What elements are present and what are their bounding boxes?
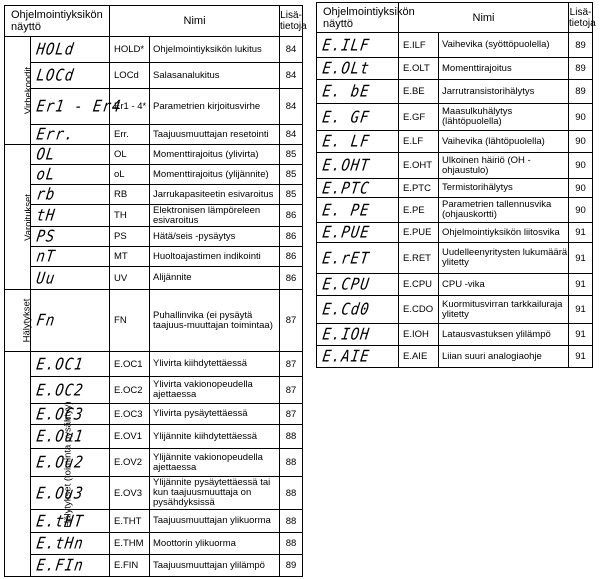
- table-row: [5, 165, 303, 185]
- display-code: E. LF: [315, 129, 401, 154]
- table-row: [5, 185, 303, 205]
- error-code: E.OC1: [110, 352, 150, 377]
- table-row: [5, 449, 303, 477]
- table-row: [317, 198, 593, 223]
- error-code: E.CPU: [399, 274, 439, 296]
- error-code: E.OC2: [110, 377, 150, 404]
- error-code: MT: [110, 247, 150, 267]
- error-code: HOLD*: [110, 37, 150, 63]
- page-ref: 88: [280, 425, 303, 449]
- display-code: nT: [29, 245, 111, 268]
- page-ref: 90: [569, 179, 593, 198]
- table-row: [317, 131, 593, 153]
- display-code: E.ILF: [314, 31, 400, 60]
- page-ref: 91: [569, 296, 593, 324]
- page-ref: 87: [280, 352, 303, 377]
- display-code: E.rET: [314, 240, 401, 276]
- table-row: [317, 324, 593, 346]
- page-ref: 91: [569, 223, 593, 243]
- error-code: E.THM: [110, 533, 150, 555]
- error-code: oL: [110, 165, 150, 185]
- error-name: CPU -vika: [439, 274, 569, 296]
- table-row: [317, 296, 593, 324]
- error-code: E.PTC: [399, 179, 439, 198]
- table-row: [317, 223, 593, 243]
- error-name: Hätä/seis -pysäytys: [150, 227, 280, 247]
- page-ref: 85: [280, 185, 303, 205]
- display-code: E.Cd0: [314, 293, 401, 325]
- display-code: Fn: [25, 285, 114, 356]
- display-code: E.OLt: [315, 56, 401, 81]
- right-error-table: [316, 2, 596, 368]
- error-code: Er1 - 4*: [110, 89, 150, 125]
- table-row: [317, 346, 593, 368]
- error-code: FN: [110, 290, 150, 352]
- error-name: Ylivirta vakionopeudella ajettaessa: [150, 377, 280, 404]
- error-code: E.ILF: [399, 33, 439, 58]
- page-ref: 91: [569, 243, 593, 274]
- error-code: E.OLT: [399, 58, 439, 80]
- page-ref: 84: [280, 89, 303, 125]
- table-row: [317, 153, 593, 179]
- display-code: E.FIn: [29, 553, 112, 578]
- group-label-text: Hälytykset: [21, 298, 33, 343]
- error-name: Vaihevika (lähtöpuolella): [439, 131, 569, 153]
- error-name: Taajuusmuuttajan ylilämpö: [150, 555, 280, 577]
- group-label: [5, 145, 34, 290]
- error-code: E.LF: [399, 131, 439, 153]
- error-code: E.THT: [110, 510, 150, 533]
- error-name: Salasanalukitus: [150, 63, 280, 89]
- error-name: Alijännite: [150, 267, 280, 290]
- table-row: [5, 125, 303, 145]
- display-code: E.tHn: [29, 531, 112, 556]
- table-row: [317, 104, 593, 131]
- header-display: Ohjelmointiyksikön näyttö: [5, 6, 110, 37]
- error-name: Uudelleenyritysten lukumäärä ylitetty: [439, 243, 569, 274]
- page-ref: 88: [280, 477, 303, 510]
- display-code: E. GF: [314, 101, 400, 132]
- error-name: Moottorin ylikuorma: [150, 533, 280, 555]
- error-code: E.OC3: [110, 404, 150, 425]
- table-row: [5, 533, 303, 555]
- error-code: UV: [110, 267, 150, 290]
- table-row: [5, 477, 303, 510]
- display-code: E.IOH: [315, 322, 401, 347]
- table-row: [5, 555, 303, 577]
- error-code: LOCd: [110, 63, 150, 89]
- error-code: PS: [110, 227, 150, 247]
- page-ref: 86: [280, 227, 303, 247]
- table-row: [317, 58, 593, 80]
- table-row: [5, 37, 303, 63]
- error-code: E.PE: [399, 198, 439, 223]
- error-code: E.CDO: [399, 296, 439, 324]
- error-name: Latausvastuksen ylilämpö: [439, 324, 569, 346]
- display-code: rb: [29, 183, 111, 206]
- error-name: Momenttirajoitus (ylijännite): [150, 165, 280, 185]
- page-ref: 90: [569, 131, 593, 153]
- error-code: E.OHT: [399, 153, 439, 179]
- error-name: Ylijännite kiihdytettäessä: [150, 425, 280, 449]
- page-ref: 88: [280, 533, 303, 555]
- error-name: Parametrien tallennusvika (ohjauskortti): [439, 198, 569, 223]
- page-ref: 90: [569, 153, 593, 179]
- group-label-text: Virhekoodit: [23, 66, 35, 115]
- display-code: oL: [29, 163, 111, 186]
- error-name: Taajuusmuuttajan resetointi: [150, 125, 280, 145]
- page-ref: 88: [280, 510, 303, 533]
- page-ref: 89: [280, 555, 303, 577]
- display-code: E.OC3: [29, 402, 111, 426]
- table-row: [5, 63, 303, 89]
- page-ref: 86: [280, 205, 303, 227]
- error-name: Vaihevika (syöttöpuolella): [439, 33, 569, 58]
- group-label-text: Hälytykset (toiminta pysähtyy): [62, 400, 74, 528]
- display-code: E.PUE: [315, 221, 400, 244]
- page-ref: 91: [569, 274, 593, 296]
- page-ref: 89: [569, 80, 593, 104]
- group-label: [5, 290, 31, 352]
- display-code: E.Ou3: [28, 474, 112, 512]
- error-code: OL: [110, 145, 150, 165]
- left-error-table: [4, 5, 307, 577]
- display-code: E. bE: [315, 78, 401, 106]
- table-row: [5, 290, 303, 352]
- page-ref: 84: [280, 63, 303, 89]
- table-row: [5, 352, 303, 377]
- error-name: Ohjelmointiyksikön liitosvika: [439, 223, 569, 243]
- table-row: [5, 205, 303, 227]
- error-name: Ylijännite vakionopeudella ajettaessa: [150, 449, 280, 477]
- page-ref: 87: [280, 290, 303, 352]
- page-ref: 89: [569, 33, 593, 58]
- page-ref: 85: [280, 165, 303, 185]
- header-name-right: Nimi: [399, 3, 569, 33]
- page-ref: 87: [280, 377, 303, 404]
- table-row: [317, 274, 593, 296]
- table-row: [317, 179, 593, 198]
- error-name: Momenttirajoitus (ylivirta): [150, 145, 280, 165]
- page-ref: 85: [280, 145, 303, 165]
- display-code: E. PE: [314, 196, 400, 225]
- page-ref: 91: [569, 346, 593, 368]
- page-ref: 90: [569, 104, 593, 131]
- page-ref: 91: [569, 324, 593, 346]
- page-ref: 89: [569, 58, 593, 80]
- header-name: Nimi: [110, 6, 280, 37]
- error-code: E.RET: [399, 243, 439, 274]
- display-code: OL: [29, 143, 111, 166]
- display-code: E.AIE: [315, 344, 401, 369]
- display-code: Err.: [29, 123, 111, 146]
- table-row: [5, 89, 303, 125]
- display-code: HOLd: [28, 35, 111, 65]
- error-name: Momenttirajoitus: [439, 58, 569, 80]
- error-code: E.GF: [399, 104, 439, 131]
- error-code: E.PUE: [399, 223, 439, 243]
- page-ref: 84: [280, 37, 303, 63]
- error-name: Puhallinvika (ei pysäytä taajuus-muuttajan toimintaa): [150, 290, 280, 352]
- error-name: Jarrukapasiteetin esivaroitus: [150, 185, 280, 205]
- error-code: E.OV3: [110, 477, 150, 510]
- table-row: [5, 425, 303, 449]
- error-code: TH: [110, 205, 150, 227]
- display-code: E.PTC: [315, 177, 400, 199]
- error-code: Err.: [110, 125, 150, 145]
- error-code: E.IOH: [399, 324, 439, 346]
- error-name: Huoltoajastimen indikointi: [150, 247, 280, 267]
- header-more-right: Lisä-tietoja: [569, 3, 593, 33]
- display-code: E.CPU: [315, 272, 401, 297]
- display-code: Er1 - Er4: [28, 86, 113, 127]
- error-code: E.OV1: [110, 425, 150, 449]
- table-row: [317, 33, 593, 58]
- error-code: RB: [110, 185, 150, 205]
- display-code: Uu: [29, 265, 112, 291]
- group-label: [5, 37, 35, 145]
- error-name: Kuormitusvirran tarkkailuraja ylitetty: [439, 296, 569, 324]
- error-code: E.FIN: [110, 555, 150, 577]
- header-display-right: Ohjelmointiyksikön näyttö: [317, 3, 399, 33]
- error-code: E.AIE: [399, 346, 439, 368]
- display-code: E.Ou2: [28, 446, 112, 478]
- page-ref: 87: [280, 404, 303, 425]
- table-row: [317, 80, 593, 104]
- header-more: Lisä-tietoja: [280, 6, 303, 37]
- page-ref: 86: [280, 267, 303, 290]
- page-ref: 88: [280, 449, 303, 477]
- page-ref: 86: [280, 247, 303, 267]
- table-row: [5, 227, 303, 247]
- table-row: [5, 377, 303, 404]
- display-code: LOCd: [28, 61, 111, 91]
- error-name: Ohjelmointiyksikön lukitus: [150, 37, 280, 63]
- group-label-text: Varoitukset: [22, 193, 34, 241]
- error-name: Parametrien kirjoitusvirhe: [150, 89, 280, 125]
- table-row: [317, 243, 593, 274]
- error-name: Ylijännite pysäytettäessä tai kun taajuusmuuttaja on pysähdyksissä: [150, 477, 280, 510]
- error-code: E.OV2: [110, 449, 150, 477]
- display-code: E.OHT: [314, 151, 400, 181]
- display-code: PS: [29, 225, 111, 248]
- error-name: Liian suuri analogiaohje: [439, 346, 569, 368]
- display-code: E.OC1: [28, 350, 111, 379]
- table-row: [5, 145, 303, 165]
- display-code: tH: [29, 203, 112, 228]
- display-code: E.Ou1: [29, 423, 112, 451]
- page-ref: 90: [569, 198, 593, 223]
- display-code: E.tHT: [29, 508, 112, 534]
- error-name: Ylivirta pysäytettäessä: [150, 404, 280, 425]
- error-name: Ulkoinen häiriö (OH -ohjaustulo): [439, 153, 569, 179]
- page-ref: 84: [280, 125, 303, 145]
- error-name: Taajuusmuuttajan ylikuorma: [150, 510, 280, 533]
- table-row: [5, 510, 303, 533]
- table-row: [5, 404, 303, 425]
- table-row: [5, 247, 303, 267]
- error-name: Ylivirta kiihdytettäessä: [150, 352, 280, 377]
- error-name: Termistorihälytys: [439, 179, 569, 198]
- error-code: E.BE: [399, 80, 439, 104]
- error-name: Jarrutransistorihälytys: [439, 80, 569, 104]
- error-name: Maasulkuhälytys (lähtöpuolella): [439, 104, 569, 131]
- error-name: Elektronisen lämpöreleen esivaroitus: [150, 205, 280, 227]
- display-code: E.OC2: [28, 374, 111, 405]
